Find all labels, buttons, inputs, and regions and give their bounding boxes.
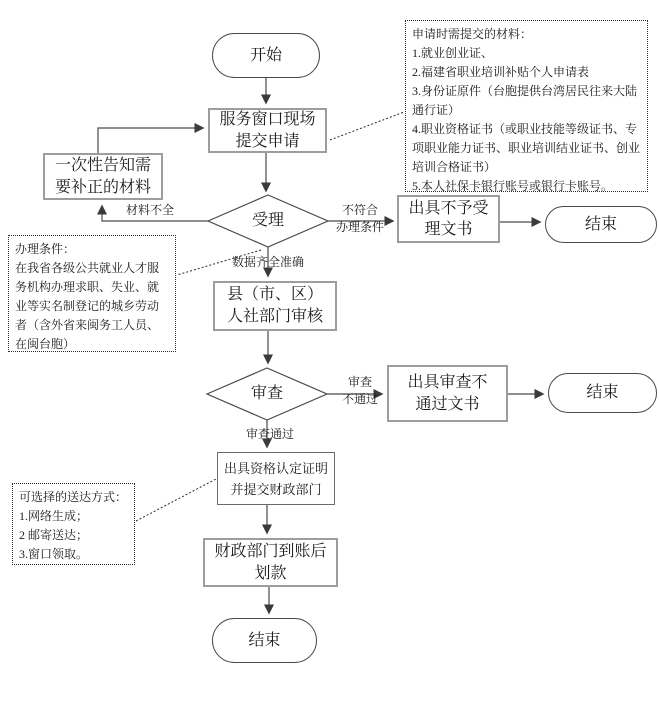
finance-line2: 划款 <box>254 564 287 582</box>
notify-line1: 一次性告知需 <box>54 156 151 174</box>
end-node-reject <box>545 206 657 243</box>
reject-doc-node <box>397 195 500 243</box>
dotted-submit-to-materials-note <box>330 112 404 140</box>
end-node-review <box>548 373 657 413</box>
start-label: 开始 <box>249 46 282 64</box>
review-fail-line1: 出具审查不 <box>407 373 488 391</box>
materials-note-item: 1.就业创业证、 <box>412 46 494 60</box>
end-reject-label: 结束 <box>584 215 617 233</box>
conditions-note-title: 办理条件： <box>15 242 76 256</box>
review-diamond-label: 审查 <box>250 385 283 402</box>
finance-pay-node <box>203 538 338 587</box>
review-fail-line2: 通过文书 <box>415 395 480 413</box>
not-qualified-line2: 办理条件 <box>335 220 384 234</box>
materials-note-item: 2.福建省职业培训补贴个人申请表 <box>412 65 590 79</box>
submit-node <box>208 108 327 153</box>
delivery-note-title: 可选择的送达方式： <box>19 490 128 504</box>
issue-cert-line1: 出具资格认定证明 <box>223 460 328 476</box>
county-line2: 人社部门审核 <box>226 308 323 325</box>
not-qualified-line1: 不符合 <box>341 203 378 217</box>
materials-note-item: 3.身份证原件（台胞提供台湾居民往来大陆通行证） <box>412 84 638 117</box>
edge-label-data-complete: 数据齐全准确 <box>231 255 304 269</box>
materials-note-title: 申请时需提交的材料： <box>412 27 533 41</box>
conditions-note-body: 在我省各级公共就业人才服务机构办理求职、失业、就业等实名制登记的城乡劳动者（含外省来闽务工人员、在闽台胞） <box>15 261 160 351</box>
dotted-delivery-note-to-cert <box>136 479 216 521</box>
reject-doc-line1: 出具不予受 <box>408 200 489 217</box>
submit-line1: 服务窗口现场 <box>219 110 316 128</box>
conditions-note <box>8 235 176 352</box>
county-line1: 县（市、区） <box>226 286 323 303</box>
finance-line1: 财政部门到账后 <box>214 542 327 560</box>
end-review-label: 结束 <box>586 384 619 401</box>
delivery-note-item: 3.窗口领取。 <box>19 547 89 561</box>
issue-cert-node <box>217 452 335 505</box>
end-final-label: 结束 <box>248 631 281 649</box>
review-fail-doc-node <box>387 365 508 422</box>
notify-line2: 要补正的材料 <box>54 178 151 196</box>
review-fail-label-line2: 不通过 <box>341 392 378 406</box>
start-node <box>212 33 320 78</box>
edge-label-not-qualified <box>330 202 390 236</box>
reject-doc-line2: 理文书 <box>424 221 473 238</box>
edge-notify-to-submit <box>98 128 203 153</box>
issue-cert-line2: 并提交财政部门 <box>230 481 322 497</box>
delivery-note-item: 1.网络生成； <box>19 509 89 523</box>
end-node-final <box>212 618 317 663</box>
delivery-note-item: 2 邮寄送达； <box>19 528 89 542</box>
edge-label-review-fail <box>334 374 386 408</box>
county-review-node <box>213 281 337 331</box>
delivery-note <box>12 483 135 565</box>
submit-line2: 提交申请 <box>235 132 300 150</box>
materials-note <box>405 20 648 192</box>
materials-note-item: 4.职业资格证书（或职业技能等级证书、专项职业能力证书、职业培训结业证书、创业培训合格证书） <box>412 122 641 174</box>
accept-diamond-label: 受理 <box>251 212 284 229</box>
materials-note-item: 5.本人社保卡银行账号或银行卡账号。 <box>412 179 614 193</box>
notify-node <box>43 153 163 200</box>
review-fail-label-line1: 审查 <box>347 375 372 389</box>
edge-label-review-pass: 审查通过 <box>245 427 294 441</box>
edge-label-materials-incomplete: 材料不全 <box>125 203 174 217</box>
